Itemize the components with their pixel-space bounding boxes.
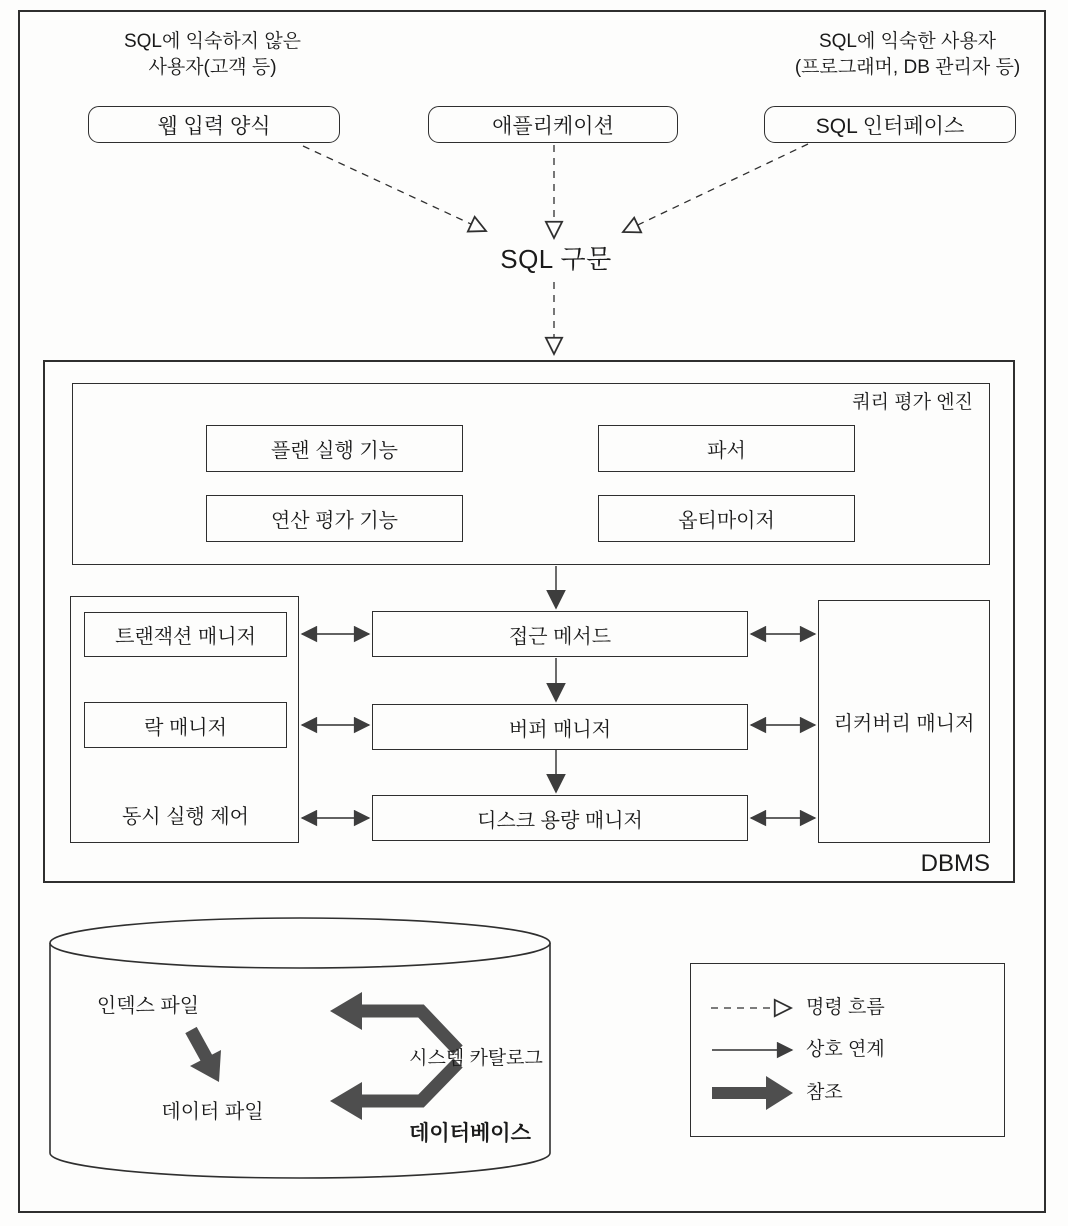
access-methods-box: 접근 메서드 [372,611,748,657]
plan-execution-box: 플랜 실행 기능 [206,425,463,472]
legend-command-flow-label: 명령 흐름 [806,997,885,1019]
sql-interface-box: SQL 인터페이스 [764,106,1016,143]
index-file-label: 인덱스 파일 [96,994,200,1017]
lock-manager-box: 락 매니저 [84,702,287,748]
optimizer-box: 옵티마이저 [598,495,855,542]
novice-user-label-line1: SQL에 익숙하지 않은 [123,31,302,53]
expert-user-label-line2: (프로그래머, DB 관리자 등) [794,57,1021,78]
expert-user-label [745,26,1068,84]
legend-reference-label: 참조 [806,1082,843,1104]
database-label: 데이터베이스 [409,1121,531,1145]
system-catalog-label: 시스템 카탈로그 [409,1048,543,1070]
operator-evaluation-box: 연산 평가 기능 [206,495,463,542]
data-file-label: 데이터 파일 [161,1100,264,1123]
sql-statement-label: SQL 구문 [500,244,612,275]
parser-box: 파서 [598,425,855,472]
novice-user-label-line2: 사용자(고객 등) [148,57,277,78]
dbms-label: DBMS [920,849,990,877]
buffer-manager-box: 버퍼 매니저 [372,704,748,750]
recovery-manager-box: 리커버리 매니저 [818,600,990,843]
application-box: 애플리케이션 [428,106,678,143]
command-flow-web-form [303,146,486,231]
web-form-box: 웹 입력 양식 [88,106,340,143]
concurrency-control-label: 동시 실행 제어 [121,805,250,828]
disk-space-manager-box: 디스크 용량 매니저 [372,795,748,841]
novice-user-label [60,26,365,84]
command-flow-sql-interface [623,144,808,232]
transaction-manager-box: 트랜잭션 매니저 [84,612,287,657]
expert-user-label-line1: SQL에 익숙한 사용자 [818,31,997,53]
legend-interconnection-label: 상호 연계 [806,1039,885,1061]
query-engine-label: 쿼리 평가 엔진 [852,392,973,414]
